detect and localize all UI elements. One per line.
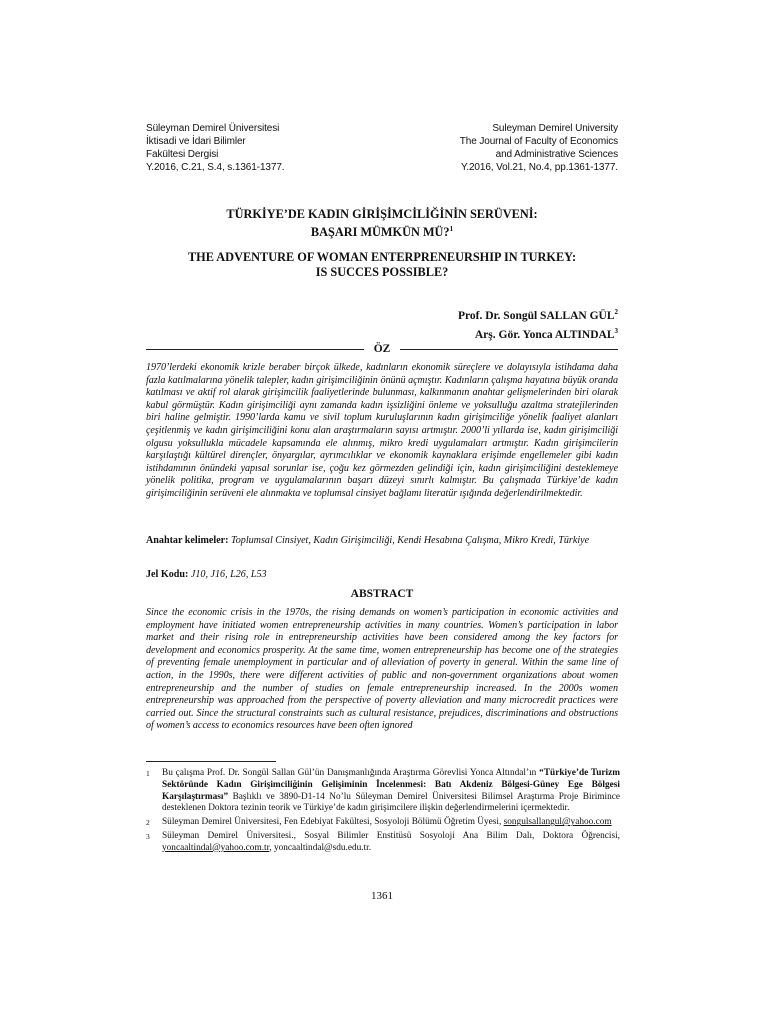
page-number: 1361 — [371, 890, 393, 902]
author — [146, 324, 618, 343]
title-line: IS SUCCES POSSIBLE? — [315, 264, 449, 279]
footnote-text — [162, 817, 620, 829]
title-english — [146, 250, 618, 279]
thesis-title: “Türkiye’de Turizm Sektöründe Kadın Girişimciliğinin Gelişiminin İncelenmesi: Batı Akdeniz Bölgesi-Güney Ege Bölgesi Karşılaştırması” — [162, 768, 621, 802]
footnote-number: 2 — [146, 818, 150, 828]
footnote-text-part: Bu çalışma Prof. Dr. Songül Sallan Gül’ün Danışmanlığında Araştırma Görevlisi Yonca Altındal’ın — [162, 768, 540, 778]
journal-info-en — [460, 122, 618, 174]
footnote-number: 3 — [146, 831, 150, 841]
footnote — [146, 831, 620, 855]
author-name: Arş. Gör. Yonca ALTINDAL — [474, 328, 615, 341]
oz-text: 1970’lerdeki ekonomik krizle beraber birçok ülkede, kadınların ekonomik süreçlere ve dolayısıyla istihdama daha fazla katılmalarına yönelik talepler, kadın girişimciliğinin önünü açmıştır. Kadınların çalışma hayatına büyük oranda katılması ve aktif rol alarak girişimcilik faaliyetlerinde bulunması, kalkınmanın anahtar gelişmelerinden biri olarak kabul görmüştür. Kadın girişimciliği aynı zamanda kadın işsizliğini önleme ve yoksulluğu azaltma stratejilerinden biri haline gelmiştir. 1990’larda kamu ve sivil toplum kuruluşlarının kadın girişimciliğe yönelik faaliyet alanları çeşitlenmiş ve kadın girişimciliğini konu alan araştırmaların sayısı artmıştır. 2000’li yıllarda ise, kadın girişimciliği olgusu yoksullukla mücadele kapsamında ele alınmış, mikro kredi uygulamaları artmıştır. Kadın girişimcilerin karşılaştığı kültürel dirençler, önyargılar, ayrımcılıklar ve ekonomik kaynaklara erişimde engellemeler gibi kadın istihdamının önündeki yapısal sorunlar ise, çoğu kez görmezden gelindiği için, kadın girişimciliğini desteklemeye yönelik politika, program ve uygulamalarının başarı düzeyi sınırlı kalmıştır. Bu çalışmada Türkiye’de kadın girişimciliğinin serüveni ele alınmakta ve toplumsal cinsiyet bağlamı literatür ışığında değerlendirilmektedir. — [146, 362, 618, 499]
footnote-text-part: Süleyman Demirel Üniversitesi., Sosyal Bilimler Enstitüsü Sosyoloji Ana Bilim Dalı, Doktora Öğrencisi, — [162, 830, 620, 841]
keywords-label: Anahtar kelimeler: — [146, 535, 229, 546]
title-line — [146, 222, 618, 240]
footnote-text — [162, 831, 620, 855]
footnote-mark[interactable]: 3 — [614, 326, 618, 335]
jel-text: J10, J16, L26, L53 — [190, 569, 267, 580]
running-header — [146, 122, 618, 174]
abstract-heading: ABSTRACT — [350, 588, 414, 600]
footnote-text-part: , yoncaaltindal@sdu.edu.tr. — [269, 842, 372, 853]
journal-line: and Administrative Sciences — [495, 149, 618, 160]
title-line-text: BAŞARI MÜMKÜN MÜ? — [310, 224, 450, 239]
journal-line: İktisadi ve İdari Bilimler — [146, 136, 246, 147]
footnote-divider — [146, 761, 276, 762]
journal-line: Süleyman Demirel Üniversitesi — [146, 123, 280, 134]
footnote-text-part: Başlıklı ve 3890-D1-14 No’lu Süleyman Demirel Üniversitesi Bilimsel Araştırma Proje Birimince desteklenen Doktora tezinin teorik ve Türkiye’de kadın girişimcilere ilişkin değerlendirmelerini içermektedir. — [162, 791, 620, 814]
title-line: TÜRKİYE’DE KADIN GİRİŞİMCİLİĞİNİN SERÜVENİ: — [226, 207, 538, 221]
keywords-text: Toplumsal Cinsiyet, Kadın Girişimciliği, Kendi Hesabına Çalışma, Mikro Kredi, Türkiye — [231, 535, 590, 546]
email-link[interactable]: songulsallangul@yahoo.com — [503, 817, 612, 828]
keywords — [146, 535, 618, 548]
footnote-text — [162, 768, 620, 815]
abstract-text: Since the economic crisis in the 1970s, the rising demands on women’s participation in economic activities and employment have initiated women entrepreneurship activities in many countries. Women’s participation in labor market and their rising role in entrepreneurship activities have been considered among the key factors for development and economics prosperity. At the same time, women entrepreneurship has become one of the strategies of preventing female unemployment in particular and of alleviation of poverty in general. Within the same line of action, in the 1990s, there were different activities of public and non-government organizations about women entrepreneurship and the number of studies on female entrepreneurship increased. In the 2000s women entrepreneurship was approached from the perspective of poverty alleviation and many microcredit practices were carried out. Since the structural constraints such as cultural resistance, prejudices, discriminations and obstructions of women’s access to economics resources have been often ignored — [146, 607, 618, 732]
oz-heading-row — [146, 343, 618, 355]
oz-heading: ÖZ — [373, 343, 391, 355]
footnotes — [146, 768, 620, 857]
journal-line: Y.2016, Vol.21, No.4, pp.1361-1377. — [460, 162, 618, 173]
title-line: THE ADVENTURE OF WOMAN ENTERPRENEURSHIP IN TURKEY: — [187, 250, 577, 264]
title-turkish — [146, 207, 618, 239]
journal-line: Y.2016, C.21, S.4, s.1361-1377. — [146, 162, 285, 173]
journal-line: Suleyman Demirel University — [492, 123, 618, 134]
footnote-text-part: Süleyman Demirel Üniversitesi, Fen Edebiyat Fakültesi, Sosyoloji Bölümü Öğretim Üyesi, — [162, 817, 504, 828]
footnote-mark[interactable]: 1 — [449, 224, 454, 233]
footnote — [146, 817, 620, 829]
footnote-mark[interactable]: 2 — [614, 308, 618, 316]
divider — [146, 349, 364, 350]
journal-info-tr — [146, 122, 285, 174]
divider — [400, 349, 618, 350]
jel-codes — [146, 569, 618, 582]
jel-label: Jel Kodu: — [146, 569, 189, 580]
author-list — [146, 305, 618, 343]
author — [146, 305, 618, 324]
journal-line: Fakültesi Dergisi — [146, 149, 219, 160]
journal-line: The Journal of Faculty of Economics — [459, 136, 618, 147]
footnote-number: 1 — [146, 769, 150, 778]
author-name: Prof. Dr. Songül SALLAN GÜL — [457, 309, 615, 322]
footnote — [146, 768, 620, 815]
email-link[interactable]: yoncaaltindal@yahoo.com.tr — [162, 842, 270, 853]
